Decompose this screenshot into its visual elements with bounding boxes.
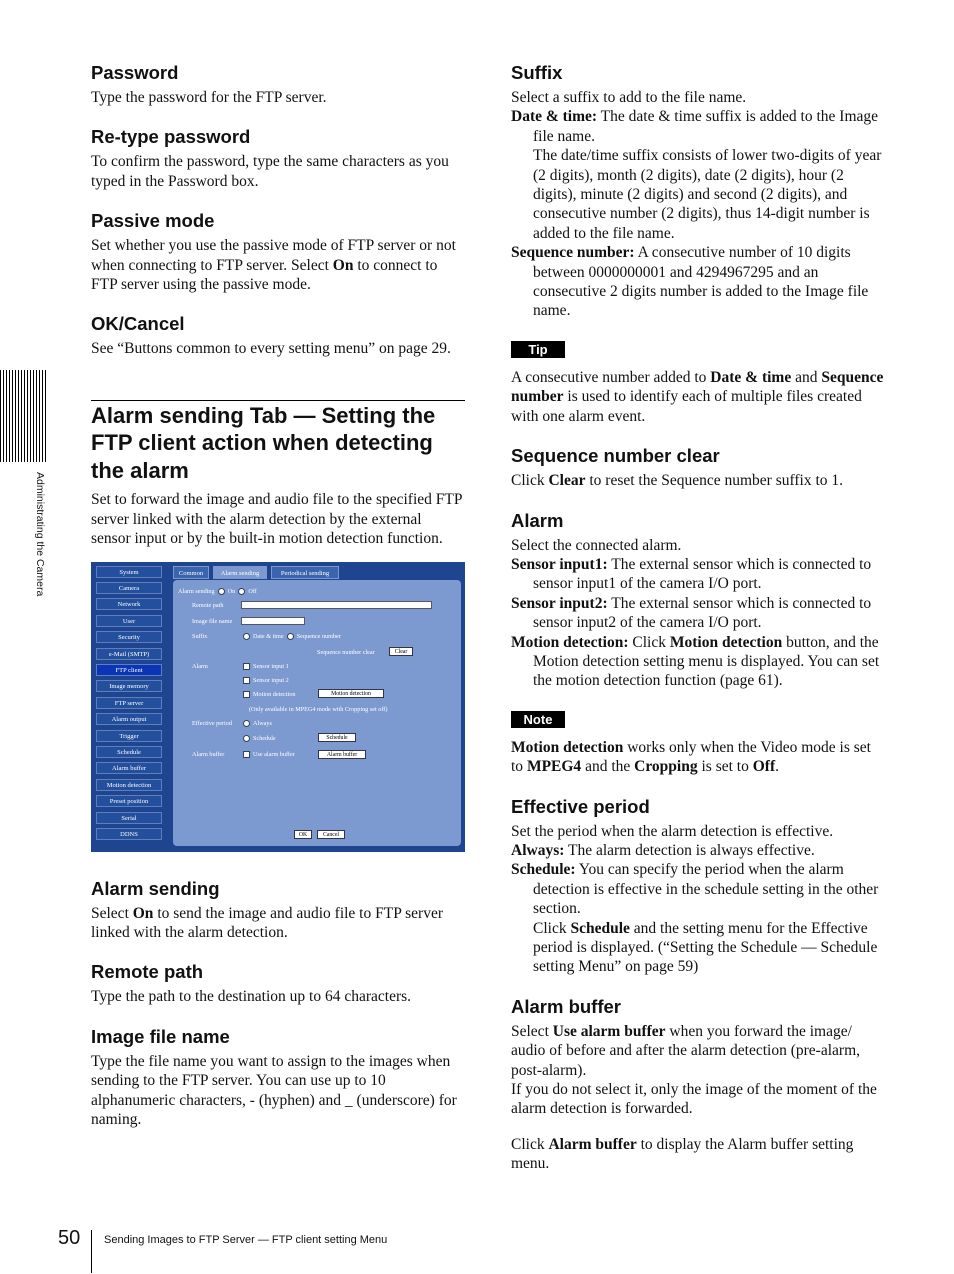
buffer-body-3: Click Alarm buffer to display the Alarm buffer setting menu. [511, 1135, 854, 1173]
heading-alarm: Alarm [511, 509, 564, 531]
heading-remote-path: Remote path [91, 961, 204, 983]
ok-button[interactable]: OK [294, 830, 312, 839]
heading-ok-cancel: OK/Cancel [91, 313, 185, 335]
alarm-buffer-button[interactable]: Alarm buffer [318, 750, 366, 759]
tab-common[interactable]: Common [173, 566, 209, 579]
clear-button[interactable]: Clear [389, 647, 413, 656]
schedule-button[interactable]: Schedule [318, 733, 356, 742]
body-password: Type the password for the FTP server. [91, 89, 327, 106]
alarm-sensor-input2: Sensor input2: The external sensor which is connected to sensor input2 of the camera I/O port. [511, 594, 872, 632]
chapter-intro: Set to forward the image and audio file to the specified FTP server linked with the alarm detection by the external sensor input or by the built-in motion detection function. [91, 491, 462, 548]
note-body: Motion detection works only when the Video mode is set to MPEG4 and the Cropping is set to Off. [511, 738, 871, 776]
section-password [91, 62, 465, 107]
buffer-body-1: Select Use alarm buffer when you forward the image/ audio of before and after the alarm detection (pre-alarm, post-alarm). [511, 1022, 860, 1079]
alarm-sending-label: Alarm sending [178, 587, 215, 595]
motion-checkbox[interactable] [243, 691, 250, 698]
radio-sequence-number[interactable] [287, 633, 294, 640]
page-number: 50 [58, 1227, 81, 1249]
heading-sequence-number-clear: Sequence number clear [511, 445, 720, 467]
body-image-file-name: Type the file name you want to assign to the images when sending to the FTP server. You can use up to 10 alphanumeric characters, - (hyphen) and _ (underscore) for naming. [91, 1052, 457, 1128]
section-note [511, 738, 885, 777]
sequence-clear-label: Sequence number clear [317, 648, 375, 656]
left-column [91, 62, 465, 1148]
section-effective-period [511, 796, 885, 977]
effective-schedule: Schedule: You can specify the period when the alarm detection is effective in the schedule setting in the other section. [511, 861, 879, 918]
body-ok-cancel: See “Buttons common to every setting menu” on page 29. [91, 340, 451, 358]
menu-item-alarm-buffer[interactable]: Alarm buffer [96, 762, 162, 774]
chapter-title: Alarm sending Tab — Setting the FTP client action when detecting the alarm [91, 400, 465, 485]
section-alarm [511, 510, 885, 691]
alarm-buffer-label: Alarm buffer [192, 750, 225, 758]
effective-schedule-click: Click Schedule and the setting menu for the Effective period is displayed. (“Setting the Schedule — Schedule setting Menu” on page 59) [533, 919, 878, 976]
menu-item-camera[interactable]: Camera [96, 582, 162, 594]
menu-item-preset-position[interactable]: Preset position [96, 795, 162, 807]
buffer-body-2: If you do not select it, only the image of the moment of the alarm detection is forwarded. [511, 1081, 877, 1118]
menu-item-motion-detection[interactable]: Motion detection [96, 779, 162, 791]
section-remote-path [91, 961, 465, 1006]
effective-always: Always: The alarm detection is always effective. [511, 841, 815, 859]
menu-item-ftp-client[interactable]: FTP client [96, 664, 162, 676]
cancel-button[interactable]: Cancel [317, 830, 345, 839]
alarm-sensor-input1: Sensor input1: The external sensor which is connected to sensor input1 of the camera I/O port. [511, 555, 872, 593]
alarm-label: Alarm [192, 662, 208, 670]
section-passive-mode [91, 210, 465, 294]
heading-retype-password: Re-type password [91, 126, 251, 148]
sidebar-chapter-label: Administrating the Camera [34, 472, 46, 597]
heading-password: Password [91, 62, 179, 83]
tip-badge: Tip [511, 341, 565, 358]
ftp-client-screenshot [91, 562, 465, 852]
suffix-date-time: Date & time: The date & time suffix is added to the Image file name. [511, 108, 879, 145]
suffix-label: Suffix [192, 632, 208, 640]
alarm-motion-detection: Motion detection: Click Motion detection button, and the Motion detection setting menu is displayed. You can set the motion detection function (page 61). [511, 633, 880, 690]
body-remote-path: Type the path to the destination up to 64 characters. [91, 988, 412, 1006]
alarm-sending-panel: Alarm sending On Off Remote path Image file name Suffix Date & time Sequence number Sequence number clear Clear Alarm Sensor input 1 Sensor input 2 Motion detection Motion detection (Only available in MPEG4 mode with Cropping set off) Effective period Always Schedule Schedule Alarm buffer Use alarm buffer Alarm buffer OK Cancel [173, 580, 461, 846]
radio-schedule[interactable] [243, 735, 250, 742]
heading-effective-period: Effective period [511, 795, 650, 817]
menu-item-image-memory[interactable]: Image memory [96, 680, 162, 692]
note-badge: Note [511, 711, 565, 728]
menu-item-user[interactable]: User [96, 615, 162, 627]
section-alarm-buffer [511, 996, 885, 1174]
menu-item-serial[interactable]: Serial [96, 812, 162, 824]
radio-date-time[interactable] [243, 633, 250, 640]
body-alarm-sending: Select On to send the image and audio file to FTP server linked with the alarm detection. [91, 904, 443, 941]
radio-always[interactable] [243, 720, 250, 727]
body-passive-mode: Set whether you use the passive mode of FTP server or not when connecting to FTP server. Select On to connect to FTP server using the passive mode. [91, 237, 456, 294]
menu-item-alarm-output[interactable]: Alarm output [96, 713, 162, 725]
sensor1-checkbox[interactable] [243, 663, 250, 670]
heading-alarm-sending: Alarm sending [91, 877, 220, 899]
radio-off[interactable] [238, 588, 245, 595]
heading-alarm-buffer: Alarm buffer [511, 995, 621, 1017]
body-retype-password: To confirm the password, type the same characters as you typed in the Password box. [91, 153, 449, 190]
menu-item-schedule[interactable]: Schedule [96, 746, 162, 758]
tip-body: A consecutive number added to Date & time and Sequence number is used to identify each of multiple files created with one alarm event. [511, 368, 884, 425]
section-sequence-number-clear [511, 445, 885, 490]
use-alarm-buffer-checkbox[interactable] [243, 751, 250, 758]
alarm-intro: Select the connected alarm. [511, 536, 682, 554]
menu-item-system[interactable]: System [96, 566, 162, 578]
footer-running-title: Sending Images to FTP Server — FTP client setting Menu [104, 1234, 388, 1246]
radio-on[interactable] [218, 588, 225, 595]
section-suffix [511, 62, 885, 321]
body-sequence-number-clear: Click Clear to reset the Sequence number suffix to 1. [511, 472, 844, 490]
menu-item-e-mail-smtp[interactable]: e-Mail (SMTP) [96, 648, 162, 660]
motion-detection-button[interactable]: Motion detection [318, 689, 384, 698]
remote-path-label: Remote path [192, 601, 224, 609]
heading-suffix: Suffix [511, 62, 563, 83]
section-alarm-sending [91, 878, 465, 943]
thumb-index-stripes [0, 370, 47, 462]
heading-passive-mode: Passive mode [91, 210, 215, 232]
effective-period-label: Effective period [192, 719, 232, 727]
menu-item-ftp-server[interactable]: FTP server [96, 697, 162, 709]
footer-divider [91, 1230, 92, 1273]
tab-periodical-sending[interactable]: Periodical sending [271, 566, 339, 579]
suffix-intro: Select a suffix to add to the file name. [511, 89, 747, 106]
menu-item-trigger[interactable]: Trigger [96, 730, 162, 742]
section-retype-password [91, 126, 465, 191]
section-ok-cancel [91, 313, 465, 358]
menu-item-security[interactable]: Security [96, 631, 162, 643]
menu-item-network[interactable]: Network [96, 598, 162, 610]
tab-alarm-sending[interactable]: Alarm sending [213, 566, 267, 579]
image-file-name-input[interactable] [241, 617, 305, 625]
section-tip [511, 368, 885, 426]
heading-image-file-name: Image file name [91, 1025, 230, 1047]
menu-item-ddns[interactable]: DDNS [96, 828, 162, 840]
remote-path-input[interactable] [241, 601, 432, 609]
sensor2-checkbox[interactable] [243, 677, 250, 684]
right-column [511, 62, 885, 1193]
image-file-name-label: Image file name [192, 617, 233, 625]
motion-note: (Only available in MPEG4 mode with Cropping set off) [249, 705, 388, 713]
suffix-date-time-detail: The date/time suffix consists of lower two-digits of year (2 digits), month (2 digits), date (2 digits), hour (2 digits), minute (2 digits) and second (2 digits), and consecutive number (2 digits), thus 14-digit number is added to the file name. [533, 147, 882, 242]
section-image-file-name [91, 1026, 465, 1130]
suffix-sequence-number: Sequence number: A consecutive number of 10 digits between 0000000001 and 4294967295 and an consecutive 2 digits number is added to the Image file name. [511, 244, 869, 320]
effective-intro: Set the period when the alarm detection is effective. [511, 822, 834, 840]
